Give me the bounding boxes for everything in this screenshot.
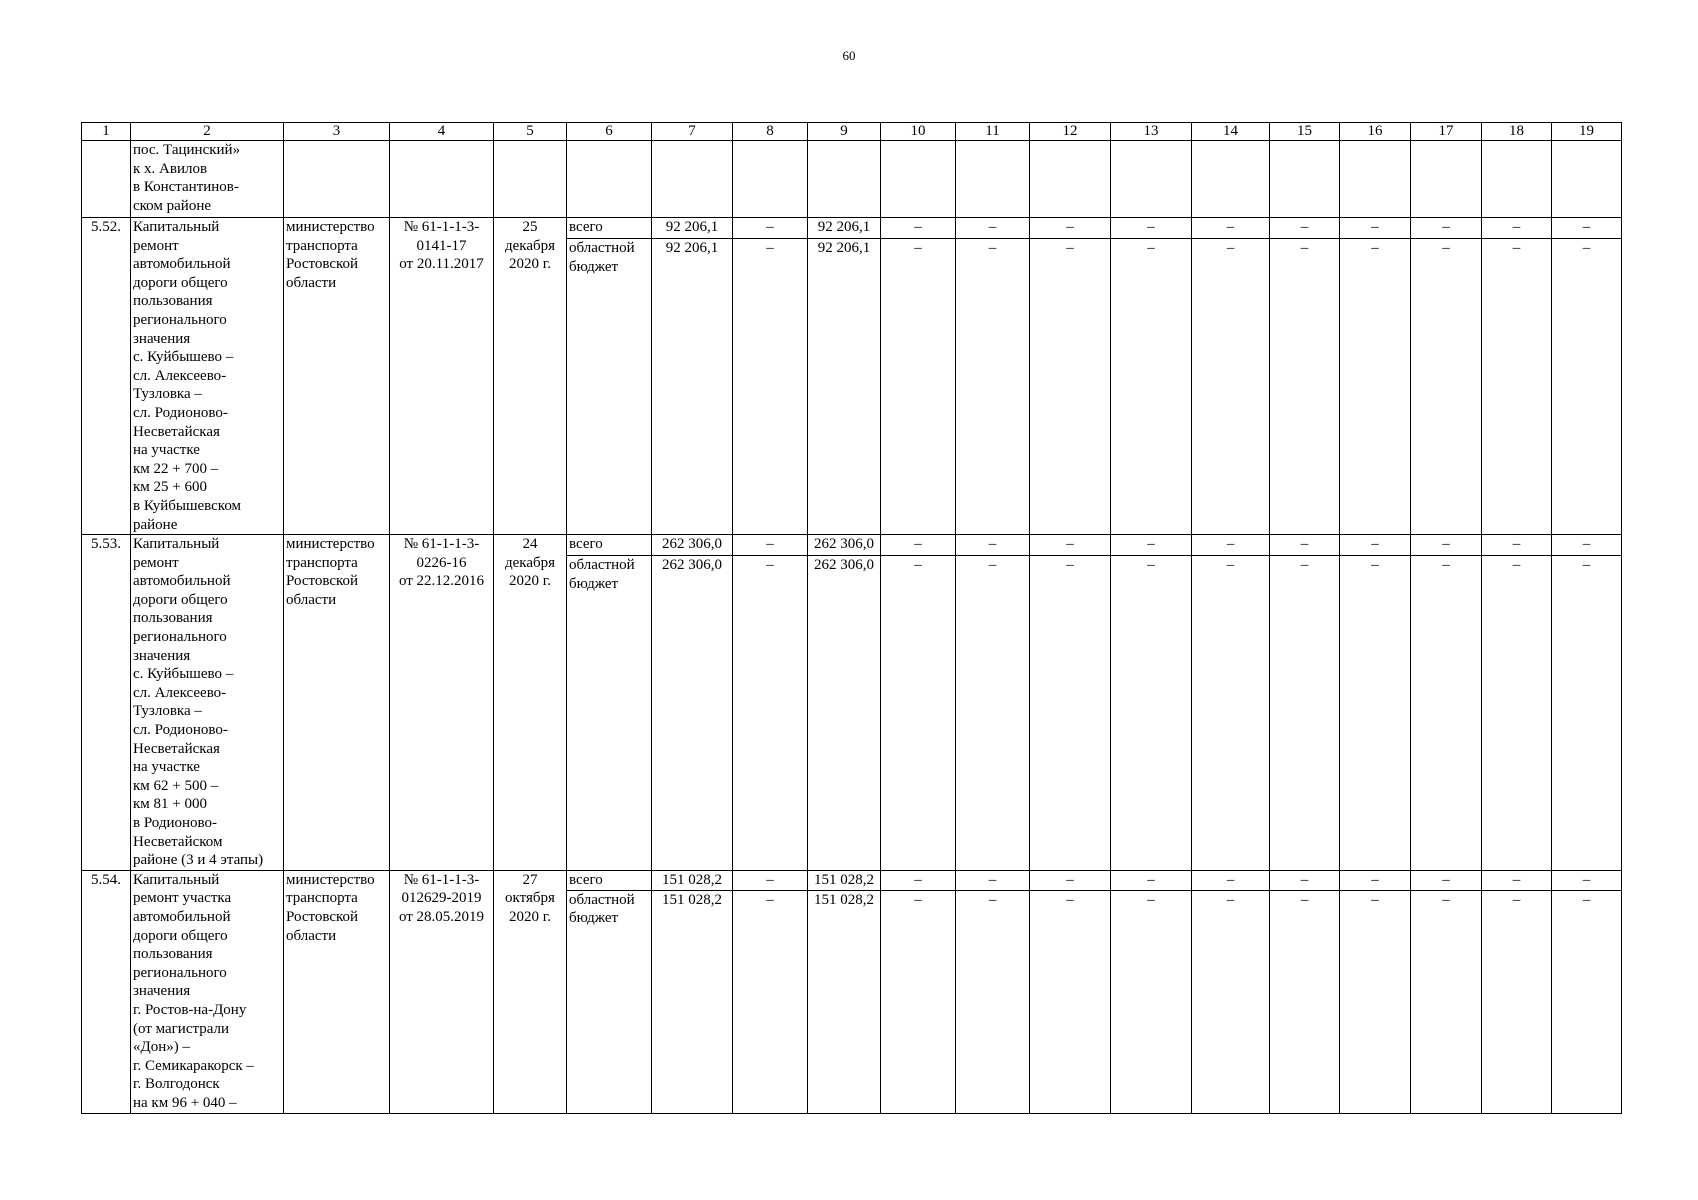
value-cell-col-11: – xyxy=(956,890,1030,1113)
value-cell-col-8: – xyxy=(733,870,808,890)
continuation-name-cell: пос. Тацинский» к х. Авилов в Константинов- ском районе xyxy=(131,141,284,218)
value-cell-col-18: – xyxy=(1482,890,1552,1113)
value-cell-col-16: – xyxy=(1340,890,1411,1113)
value-cell-col-12: – xyxy=(1030,890,1111,1113)
column-number-15: 15 xyxy=(1270,123,1340,141)
table-body xyxy=(82,123,1622,1114)
value-cell-col-10: – xyxy=(881,535,956,556)
value-cell-col-12: – xyxy=(1030,870,1111,890)
value-cell-col-18: – xyxy=(1482,535,1552,556)
value-cell-col-13: – xyxy=(1111,218,1192,239)
value-cell-col-9: 151 028,2 xyxy=(808,890,881,1113)
column-number-4: 4 xyxy=(390,123,494,141)
value-cell-col-19: – xyxy=(1552,556,1622,871)
continuation-row xyxy=(82,141,1622,218)
value-cell-col-18: – xyxy=(1482,218,1552,239)
value-cell-col-8: – xyxy=(733,218,808,239)
column-number-11: 11 xyxy=(956,123,1030,141)
item-executor-cell: министерство транспорта Ростовской области xyxy=(284,870,390,1113)
item-expertise-cell: № 61-1-1-3- 012629-2019 от 28.05.2019 xyxy=(390,870,494,1113)
value-cell-col-17: – xyxy=(1411,556,1482,871)
item-executor-cell: министерство транспорта Ростовской области xyxy=(284,218,390,535)
value-cell-col-16: – xyxy=(1340,218,1411,239)
value-cell-col-17: – xyxy=(1411,218,1482,239)
funding-source-label: областной бюджет xyxy=(567,556,652,871)
empty-cell xyxy=(808,141,881,218)
value-cell-col-9: 92 206,1 xyxy=(808,239,881,535)
column-number-1: 1 xyxy=(82,123,131,141)
empty-cell xyxy=(1192,141,1270,218)
value-cell-col-14: – xyxy=(1192,239,1270,535)
column-number-17: 17 xyxy=(1411,123,1482,141)
value-cell-col-13: – xyxy=(1111,556,1192,871)
value-cell-col-19: – xyxy=(1552,890,1622,1113)
value-cell-col-12: – xyxy=(1030,535,1111,556)
budget-table xyxy=(81,122,1622,1114)
empty-cell xyxy=(881,141,956,218)
empty-cell xyxy=(1340,141,1411,218)
column-number-row xyxy=(82,123,1622,141)
item-name-cell: Капитальный ремонт автомобильной дороги общего пользования регионального значения с. Куйбышево – сл. Алексеево- Тузловка – сл. Родионово- Несветайская на участке км 62 + 500 – км 81 + 000 в Родионово- Несветайском районе (3 и 4 этапы) xyxy=(131,535,284,871)
funding-source-label: всего xyxy=(567,535,652,556)
value-cell-col-8: – xyxy=(733,556,808,871)
value-cell-col-14: – xyxy=(1192,535,1270,556)
value-cell-col-17: – xyxy=(1411,535,1482,556)
value-cell-col-9: 92 206,1 xyxy=(808,218,881,239)
value-cell-col-16: – xyxy=(1340,535,1411,556)
value-cell-col-11: – xyxy=(956,218,1030,239)
value-cell-col-12: – xyxy=(1030,239,1111,535)
empty-cell xyxy=(390,141,494,218)
value-cell-col-16: – xyxy=(1340,239,1411,535)
item-deadline-cell: 27 октября 2020 г. xyxy=(494,870,567,1113)
empty-cell xyxy=(1030,141,1111,218)
column-number-10: 10 xyxy=(881,123,956,141)
value-cell-col-12: – xyxy=(1030,218,1111,239)
empty-cell xyxy=(567,141,652,218)
item-id-cell: 5.52. xyxy=(82,218,131,535)
value-cell-col-10: – xyxy=(881,870,956,890)
value-cell-col-19: – xyxy=(1552,870,1622,890)
column-number-8: 8 xyxy=(733,123,808,141)
item-name-cell: Капитальный ремонт автомобильной дороги общего пользования регионального значения с. Куйбышево – сл. Алексеево- Тузловка – сл. Родионово- Несветайская на участке км 22 + 700 – км 25 + 600 в Куйбышевском районе xyxy=(131,218,284,535)
value-cell-col-10: – xyxy=(881,218,956,239)
empty-cell xyxy=(284,141,390,218)
value-cell-col-7: 262 306,0 xyxy=(652,556,733,871)
empty-cell xyxy=(494,141,567,218)
column-number-5: 5 xyxy=(494,123,567,141)
value-cell-col-12: – xyxy=(1030,556,1111,871)
value-cell-col-18: – xyxy=(1482,556,1552,871)
value-cell-col-16: – xyxy=(1340,556,1411,871)
value-cell-col-19: – xyxy=(1552,218,1622,239)
value-cell-col-7: 151 028,2 xyxy=(652,890,733,1113)
item-name-cell: Капитальный ремонт участка автомобильной дороги общего пользования регионального значения г. Ростов-на-Дону (от магистрали «Дон») – г. Семикаракорск – г. Волгодонск на км 96 + 040 – xyxy=(131,870,284,1113)
empty-cell xyxy=(1270,141,1340,218)
value-cell-col-9: 262 306,0 xyxy=(808,556,881,871)
item-row-total xyxy=(82,218,1622,239)
item-executor-cell: министерство транспорта Ростовской области xyxy=(284,535,390,871)
value-cell-col-11: – xyxy=(956,535,1030,556)
item-deadline-cell: 25 декабря 2020 г. xyxy=(494,218,567,535)
value-cell-col-11: – xyxy=(956,239,1030,535)
value-cell-col-9: 151 028,2 xyxy=(808,870,881,890)
value-cell-col-19: – xyxy=(1552,239,1622,535)
value-cell-col-17: – xyxy=(1411,239,1482,535)
value-cell-col-16: – xyxy=(1340,870,1411,890)
value-cell-col-18: – xyxy=(1482,870,1552,890)
item-deadline-cell: 24 декабря 2020 г. xyxy=(494,535,567,871)
value-cell-col-15: – xyxy=(1270,556,1340,871)
column-number-12: 12 xyxy=(1030,123,1111,141)
continuation-id-cell xyxy=(82,141,131,218)
value-cell-col-8: – xyxy=(733,239,808,535)
item-row-total xyxy=(82,535,1622,556)
column-number-9: 9 xyxy=(808,123,881,141)
column-number-18: 18 xyxy=(1482,123,1552,141)
column-number-13: 13 xyxy=(1111,123,1192,141)
column-number-14: 14 xyxy=(1192,123,1270,141)
column-number-16: 16 xyxy=(1340,123,1411,141)
value-cell-col-10: – xyxy=(881,239,956,535)
value-cell-col-7: 151 028,2 xyxy=(652,870,733,890)
item-row-total xyxy=(82,870,1622,890)
item-id-cell: 5.54. xyxy=(82,870,131,1113)
empty-cell xyxy=(956,141,1030,218)
item-id-cell: 5.53. xyxy=(82,535,131,871)
value-cell-col-13: – xyxy=(1111,239,1192,535)
funding-source-label: областной бюджет xyxy=(567,890,652,1113)
empty-cell xyxy=(1411,141,1482,218)
value-cell-col-8: – xyxy=(733,535,808,556)
page-number: 60 xyxy=(842,48,856,63)
value-cell-col-11: – xyxy=(956,556,1030,871)
column-number-2: 2 xyxy=(131,123,284,141)
value-cell-col-13: – xyxy=(1111,890,1192,1113)
value-cell-col-9: 262 306,0 xyxy=(808,535,881,556)
value-cell-col-7: 262 306,0 xyxy=(652,535,733,556)
column-number-6: 6 xyxy=(567,123,652,141)
value-cell-col-14: – xyxy=(1192,870,1270,890)
value-cell-col-14: – xyxy=(1192,218,1270,239)
value-cell-col-10: – xyxy=(881,556,956,871)
empty-cell xyxy=(1482,141,1552,218)
funding-source-label: всего xyxy=(567,218,652,239)
value-cell-col-14: – xyxy=(1192,890,1270,1113)
value-cell-col-10: – xyxy=(881,890,956,1113)
column-number-3: 3 xyxy=(284,123,390,141)
value-cell-col-13: – xyxy=(1111,535,1192,556)
value-cell-col-15: – xyxy=(1270,239,1340,535)
value-cell-col-7: 92 206,1 xyxy=(652,218,733,239)
value-cell-col-11: – xyxy=(956,870,1030,890)
value-cell-col-15: – xyxy=(1270,535,1340,556)
empty-cell xyxy=(1552,141,1622,218)
empty-cell xyxy=(733,141,808,218)
value-cell-col-18: – xyxy=(1482,239,1552,535)
value-cell-col-17: – xyxy=(1411,890,1482,1113)
item-expertise-cell: № 61-1-1-3- 0226-16 от 22.12.2016 xyxy=(390,535,494,871)
empty-cell xyxy=(1111,141,1192,218)
value-cell-col-13: – xyxy=(1111,870,1192,890)
value-cell-col-17: – xyxy=(1411,870,1482,890)
item-expertise-cell: № 61-1-1-3- 0141-17 от 20.11.2017 xyxy=(390,218,494,535)
value-cell-col-19: – xyxy=(1552,535,1622,556)
column-number-19: 19 xyxy=(1552,123,1622,141)
value-cell-col-8: – xyxy=(733,890,808,1113)
value-cell-col-14: – xyxy=(1192,556,1270,871)
value-cell-col-15: – xyxy=(1270,870,1340,890)
funding-source-label: областной бюджет xyxy=(567,239,652,535)
empty-cell xyxy=(652,141,733,218)
funding-source-label: всего xyxy=(567,870,652,890)
value-cell-col-15: – xyxy=(1270,890,1340,1113)
value-cell-col-15: – xyxy=(1270,218,1340,239)
column-number-7: 7 xyxy=(652,123,733,141)
value-cell-col-7: 92 206,1 xyxy=(652,239,733,535)
